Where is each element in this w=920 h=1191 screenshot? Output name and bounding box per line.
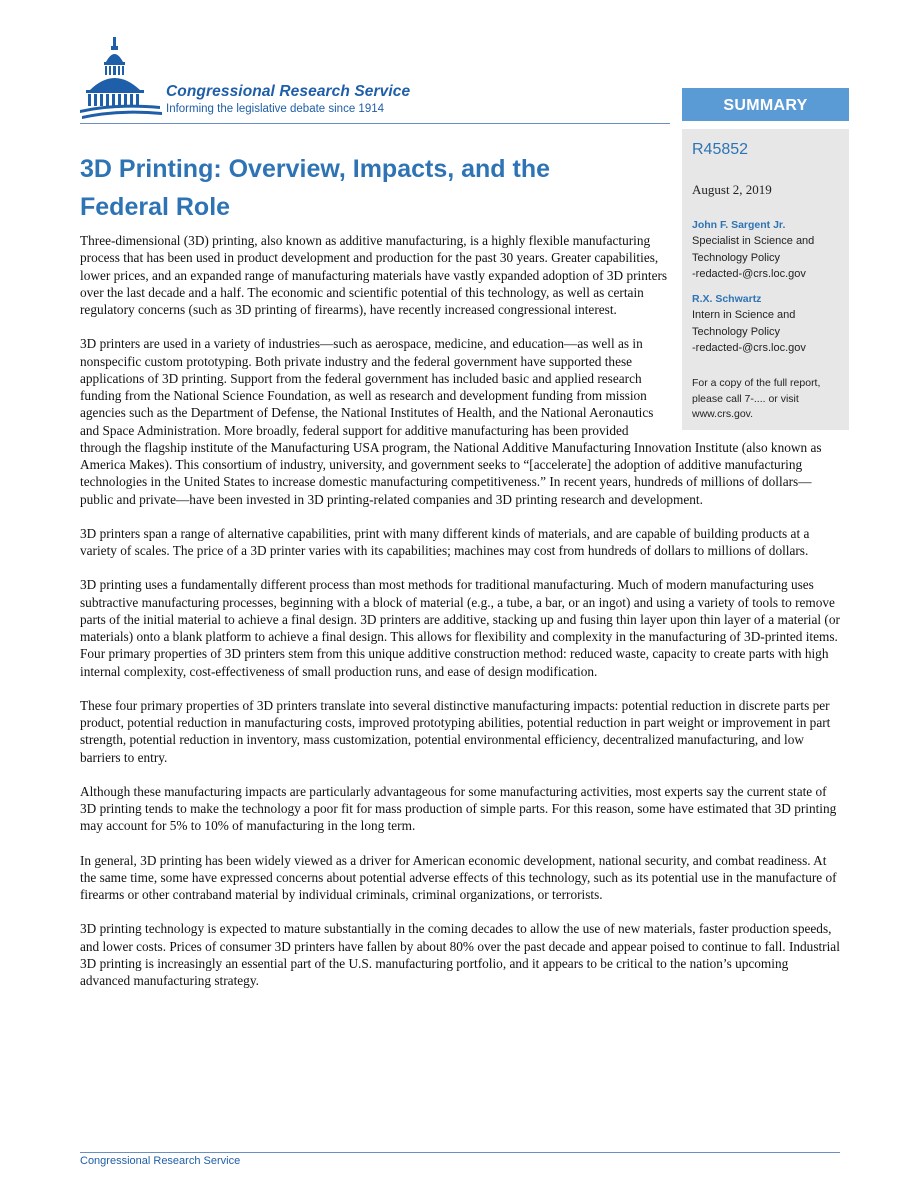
body-paragraph: Three-dimensional (3D) printing, also known as additive manufacturing, is a highly flexible manufacturing process that has been used in product development and production for the past 30 years. Greater capabilities, lower prices, and an expanded range of manufacturing materials have vastly expanded adoption of 3D printers over the last decade and a half. The economic and scientific potential of this technology, as well as certain regulatory concerns (such as 3D printing of firearms), have recently increased congressional interest. [80,233,668,317]
report-title: 3D Printing: Overview, Impacts, and the Federal Role [80,155,551,221]
body-paragraph: In general, 3D printing has been widely viewed as a driver for American economic development, national security, and combat readiness. At the same time, some have expressed concerns about potential adverse effects of this technology, such as its potential use in the manufacture of firearms or other contraband material by individual criminals, criminal organizations, or terrorists. [80,852,837,902]
body-paragraph: 3D printing uses a fundamentally different process than most methods for traditional manufacturing. Much of modern manufacturing uses subtractive manufacturing processes, beginning with a block of material (e.g., a tube, a bar, or an ingot) and using a variety of tools to remove parts of the initial material to achieve a final design. 3D printers are additive, stacking up and fusing thin layer upon thin layer of a material (or materials) onto a blank platform to achieve a final design. This allows for flexibility and complexity in the manufacturing of 3D-printed items. Four primary properties of 3D printers stem from this unique additive construction method: reduced waste, capacity to create parts with high internal complexity, cost-effectiveness of small production runs, and ease of design modification. [80,577,840,679]
author-email: -redacted-@crs.loc.gov [692,342,806,354]
sidebar-spacer [670,232,840,436]
summary-banner: SUMMARY [682,88,849,121]
body-paragraph: These four primary properties of 3D printers translate into several distinctive manufacturing impacts: potential reduction in discrete parts per product, potential reduction in manufacturing costs, improved prototyping abilities, potential reduction in part weight or improvement in part strength, potential reduction in inventory, mass customization, potential environmental efficiency, decentralized manufacturing, and low barriers to entry. [80,697,831,765]
body-paragraph: 3D printing technology is expected to mature substantially in the coming decades to allow the use of new materials, faster production speeds, and lower costs. Prices of consumer 3D printers have fallen by about 80% over the past decade and appear poised to continue to fall. Industrial 3D printing is increasingly an essential part of the U.S. manufacturing portfolio, and it appears to be critical to the nation’s upcoming advanced manufacturing strategy. [80,921,840,988]
summary-body [80,232,840,1006]
body-paragraph: 3D printers are used in a variety of industries—such as aerospace, medicine, and education—as well as in nonspecific custom prototyping. Both private industry and the federal government have supported these applications of 3D printing. Support from the federal government has included basic and applied research funding from the National Science Foundation, as well as research and development funding from mission agencies such as the Department of Defense, the National Institutes of Health, and the National Aeronautics and Space Administration. More broadly, federal support for additive manufacturing has been provided through the flagship institute of the Manufacturing USA program, the National Additive Manufacturing Innovation Institute (also known as America Makes). This consortium of industry, university, and government seeks to “[accelerate] the adoption of additive manufacturing technologies in the United States to increase domestic manufacturing competitiveness.” In recent years, hundreds of millions of dollars—public and private—have been invested in 3D printing-related companies and 3D printing research and development. [80,336,822,507]
report-number: R45852 [692,141,749,158]
author-title: Intern in Science and [692,309,796,321]
page-header [80,32,670,124]
author-name: John F. Sargent Jr. [692,219,786,231]
author-title: Technology Policy [692,251,781,264]
body-paragraph: Although these manufacturing impacts are particularly advantageous for some manufacturing activities, most experts say the current state of 3D printing tends to make the technology a poor fit for mass production of simple parts. For this reason, some have estimated that 3D printing may account for 5% to 10% of manufacturing in the long term. [80,783,837,834]
org-tagline: Informing the legislative debate since 1914 [166,103,385,115]
report-date: August 2, 2019 [692,182,772,197]
org-name: Congressional Research Service [166,83,411,100]
capitol-dome-logo-icon [80,32,165,122]
footer-org-name: Congressional Research Service [80,1155,241,1167]
author-title: Specialist in Science and [692,235,815,247]
footer-divider [80,1152,840,1153]
header-divider [80,123,670,124]
author-name: R.X. Schwartz [692,293,762,305]
author-email: -redacted-@crs.loc.gov [692,268,806,280]
author-title: Technology Policy [692,325,781,338]
body-paragraph: 3D printers span a range of alternative capabilities, print with many different kinds of materials, and are capable of building products at a variety of scales. The price of a 3D printer varies with its capabilities; machines may cost from hundreds of dollars to millions of dollars. [80,525,810,558]
copy-note: For a copy of the full report, please call 7-.... or visit www.crs.gov. [692,377,821,420]
